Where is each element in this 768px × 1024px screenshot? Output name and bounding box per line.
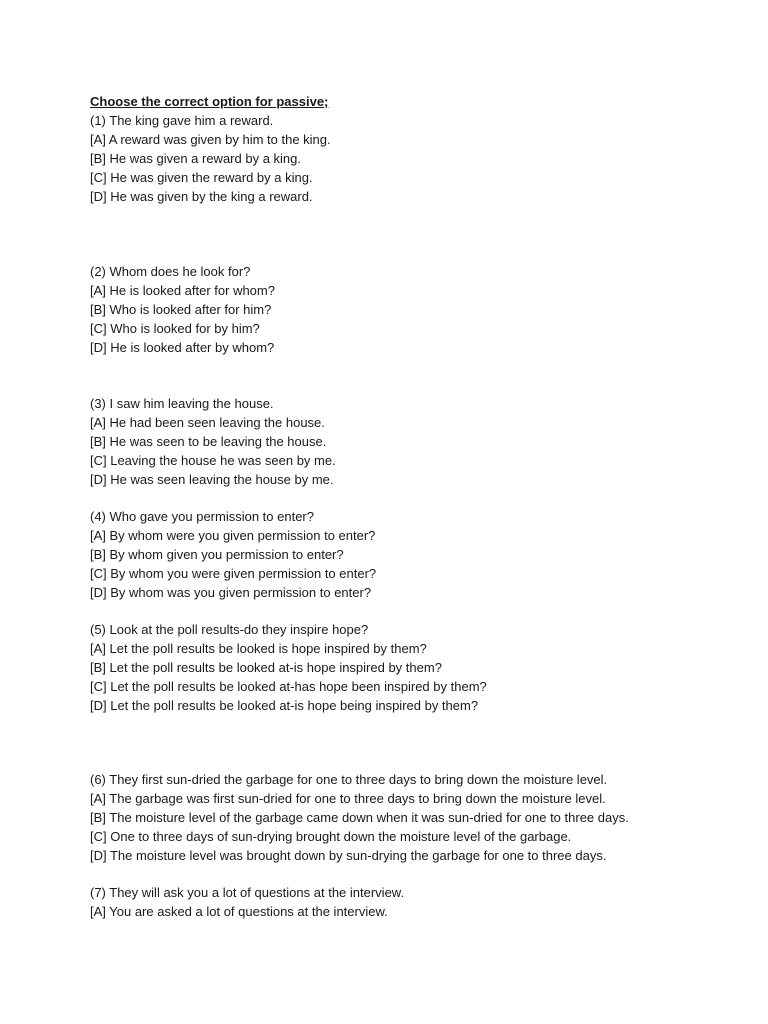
question-prompt: (3) I saw him leaving the house. [90, 396, 274, 411]
question-6 [90, 770, 629, 865]
question-7 [90, 883, 404, 921]
option-d: [D] He is looked after by whom? [90, 340, 275, 355]
question-prompt: (7) They will ask you a lot of questions at the interview. [90, 885, 405, 900]
question-5 [90, 620, 487, 715]
option-a: [A] By whom were you given permission to enter? [90, 528, 376, 543]
question-prompt: (4) Who gave you permission to enter? [90, 509, 314, 524]
option-d: [D] He was given by the king a reward. [90, 189, 313, 204]
option-c: [C] One to three days of sun-drying brought down the moisture level of the garbage. [90, 829, 572, 844]
question-1 [90, 111, 331, 206]
option-b: [B] He was given a reward by a king. [90, 151, 301, 166]
option-c: [C] Let the poll results be looked at-has hope been inspired by them? [90, 679, 487, 694]
option-a: [A] You are asked a lot of questions at the interview. [90, 904, 388, 919]
question-prompt: (2) Whom does he look for? [90, 264, 251, 279]
page-title: Choose the correct option for passive; [90, 94, 329, 109]
question-2 [90, 262, 275, 357]
option-d: [D] By whom was you given permission to enter? [90, 585, 372, 600]
option-a: [A] He is looked after for whom? [90, 283, 275, 298]
option-a: [A] Let the poll results be looked is hope inspired by them? [90, 641, 427, 656]
option-c: [C] By whom you were given permission to enter? [90, 566, 377, 581]
option-d: [D] Let the poll results be looked at-is hope being inspired by them? [90, 698, 479, 713]
question-prompt: (1) The king gave him a reward. [90, 113, 274, 128]
option-b: [B] He was seen to be leaving the house. [90, 434, 327, 449]
option-c: [C] Leaving the house he was seen by me. [90, 453, 336, 468]
question-prompt: (5) Look at the poll results-do they inspire hope? [90, 622, 369, 637]
option-c: [C] Who is looked for by him? [90, 321, 260, 336]
option-a: [A] A reward was given by him to the king. [90, 132, 331, 147]
option-b: [B] The moisture level of the garbage came down when it was sun-dried for one to three days. [90, 810, 629, 825]
option-b: [B] By whom given you permission to enter? [90, 547, 344, 562]
option-a: [A] He had been seen leaving the house. [90, 415, 325, 430]
option-a: [A] The garbage was first sun-dried for one to three days to bring down the moisture level. [90, 791, 606, 806]
option-b: [B] Let the poll results be looked at-is hope inspired by them? [90, 660, 442, 675]
question-4 [90, 507, 376, 602]
question-3 [90, 394, 336, 489]
option-b: [B] Who is looked after for him? [90, 302, 272, 317]
option-c: [C] He was given the reward by a king. [90, 170, 313, 185]
option-d: [D] The moisture level was brought down by sun-drying the garbage for one to three days. [90, 848, 607, 863]
question-prompt: (6) They first sun-dried the garbage for one to three days to bring down the moisture level. [90, 772, 608, 787]
option-d: [D] He was seen leaving the house by me. [90, 472, 334, 487]
